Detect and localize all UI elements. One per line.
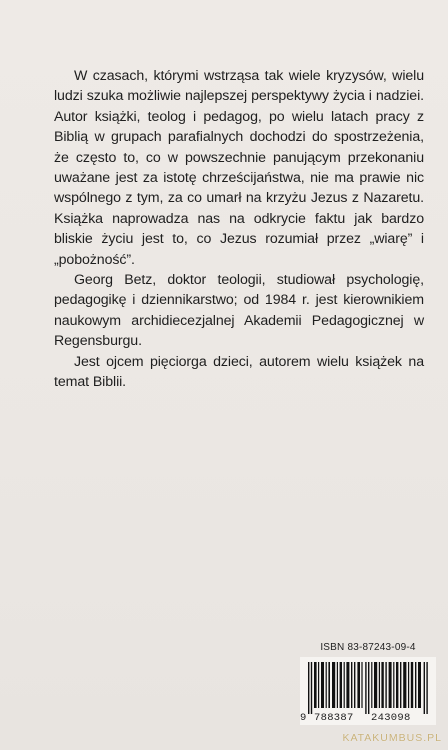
barcode-first-digit: 9 xyxy=(300,712,307,724)
barcode-right-group: 243098 xyxy=(371,712,411,724)
blurb-paragraph-family: Jest ojcem pięciorga dzieci, autorem wielu książek na temat Biblii. xyxy=(54,353,424,391)
watermark: KATAKUMBUS.PL xyxy=(342,732,442,744)
isbn-label: ISBN 83-87243-09-4 xyxy=(320,642,416,653)
barcode-icon xyxy=(308,662,428,714)
barcode-left-group: 788387 xyxy=(314,712,354,724)
blurb-paragraph-author: Georg Betz, doktor teologii, studiował psychologię, pedagogikę i dziennikarstwo; od 1984 r. jest kierownikiem naukowym archidiecezjalnej Akademii Pedagogicznej w Regensburgu. xyxy=(54,272,424,350)
blurb-paragraph-description: W czasach, którymi wstrząsa tak wiele kryzysów, wielu ludzi szuka możliwie najlepszej perspektywy życia i nadziei. Autor książki, teolog i pedagog, po wielu latach pracy z Biblią w grupach parafialnych dochodzi do spostrzeżenia, że często to, co w powszechnie panującym przekonaniu uważane jest za istotę chrześcijaństwa, nie ma prawie nic wspólnego z tym, za co umarł na krzyżu Jezus z Nazaretu. Książka naprowadza nas na odkrycie faktu jak bardzo bliskie życiu jest to, co Jezus rozumiał przez „wiarę” i „pobożność”. xyxy=(54,68,424,268)
cover-blurb xyxy=(54,66,424,393)
